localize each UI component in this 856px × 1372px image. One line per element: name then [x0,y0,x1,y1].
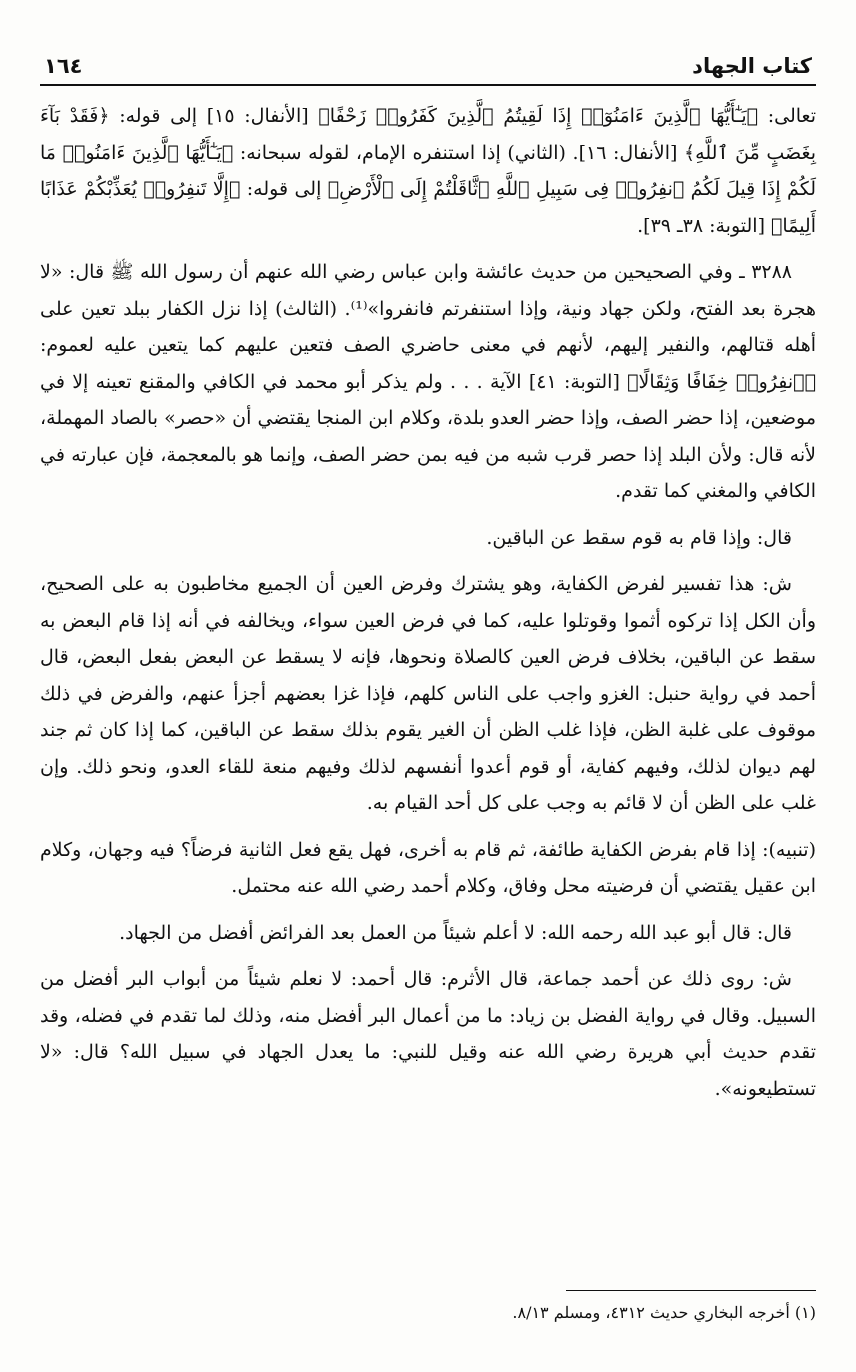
footnote: (١) أخرجه البخاري حديث ٤٣١٢، ومسلم ٨/١٣. [512,1303,816,1322]
page-number: ١٦٤ [44,54,83,78]
paragraph-sharh-athram: ش: روى ذلك عن أحمد جماعة، قال الأثرم: قال أحمد: لا نعلم شيئاً من أبواب البر أفضل من السبيل. وقال في رواية الفضل بن زياد: ما من أعمال البر أفضل منه، وذلك لما تقدم في فضله، وقد تقدم حديث أبي هريرة رضي الله عنه وقيل للنبي: ما يعدل الجهاد في سبيل الله؟ قال: «لا تستطيعونه». [40,968,816,1100]
paragraph-sharh-fard-kifaya: ش: هذا تفسير لفرض الكفاية، وهو يشترك وفرض العين أن الجميع مخاطبون به على الصحيح، وأن الكل إذا تركوه أثموا وقوتلوا عليه، كما في فرض العين سواء، ويخالفه في أنه إذا قام البعض به سقط عن الباقين، بخلاف فرض العين كالصلاة ونحوها، فإنه لا يسقط عن البعض بفعل البعض، قال أحمد في رواية حنبل: الغزو واجب على الناس كلهم، فإذا غزا بعضهم أجزأ عنهم، والفرض في ذلك موقوف على غلبة الظن، فإذا غلب الظن أن الغير يقوم بذلك سقط عن الباقين، كما إذا كان ثم جند لهم ديوان لذلك، وفيهم كفاية، أو قوم أعدوا أنفسهم لذلك وفيهم منعة للقاء العدو، ونحو ذلك. وإن غلب على الظن أن لا قائم به وجب على كل أحد القيام به. [40,573,816,814]
page-body [40,86,816,1107]
paragraph-matn-qiyam: قال: وإذا قام به قوم سقط عن الباقين. [486,526,792,549]
paragraph-tanbih: (تنبيه): إذا قام بفرض الكفاية طائفة، ثم قام به أخرى، فهل يقع فعل الثانية فرضاً؟ فيه وجهان، وكلام ابن عقيل يقتضي أن فرضيته محل وفاق، وكلام أحمد رضي الله عنه محتمل. [40,838,816,897]
footnote-divider [566,1290,816,1291]
book-title: كتاب الجهاد [692,54,812,78]
paragraph-hadith-3288: ٣٢٨٨ ـ وفي الصحيحين من حديث عائشة وابن عباس رضي الله عنهم أن رسول الله ﷺ قال: «لا هجرة بعد الفتح، ولكن جهاد ونية، وإذا استنفرتم فانفروا»⁽¹⁾. (الثالث) إذا نزل الكفار ببلد تعين على أهله قتالهم، والنفير إليهم، لأنهم في معنى حاضري الصف فتعين عليهم كما يتعين عليه لعموم: ﴿ٱنفِرُوا۟ خِفَافًا وَثِقَالًا﴾ [التوبة: ٤١] الآية . . . ولم يذكر أبو محمد في الكافي والمقنع تعينه إلا في موضعين، إذا حضر الصف، وإذا حضر العدو بلدة، وكلام ابن المنجا يقتضي أن «حصر» بالصاد المهملة، لأنه قال: ولأن البلد إذا حصر قرب شبه من فيه بمن حضر الصف، وإنما هو بالمعجمة، فإن عبارته في الكافي والمغني كما تقدم. [40,261,816,502]
running-header [40,40,816,86]
paragraph-matn-afdal: قال: قال أبو عبد الله رحمه الله: لا أعلم شيئاً من العمل بعد الفرائض أفضل من الجهاد. [119,921,792,944]
paragraph-quran-verses: تعالى: ﴿يَـٰٓأَيُّهَا ٱلَّذِينَ ءَامَنُوٓا۟ إِذَا لَقِيتُمُ ٱلَّذِينَ كَفَرُوا۟ زَحْفًا﴾ [الأنفال: ١٥] إلى قوله: ﴿فَقَدْ بَآءَ بِغَضَبٍ مِّنَ ٱللَّهِ﴾ [الأنفال: ١٦]. (الثاني) إذا استنفره الإمام، لقوله سبحانه: ﴿يَـٰٓأَيُّهَا ٱلَّذِينَ ءَامَنُوا۟ مَا لَكُمْ إِذَا قِيلَ لَكُمُ ٱنفِرُوا۟ فِى سَبِيلِ ٱللَّهِ ٱثَّاقَلْتُمْ إِلَى ٱلْأَرْضِ﴾ إلى قوله: ﴿إِلَّا تَنفِرُوا۟ يُعَذِّبْكُمْ عَذَابًا أَلِيمًا﴾ [التوبة: ٣٨ـ ٣٩]. [40,105,817,237]
